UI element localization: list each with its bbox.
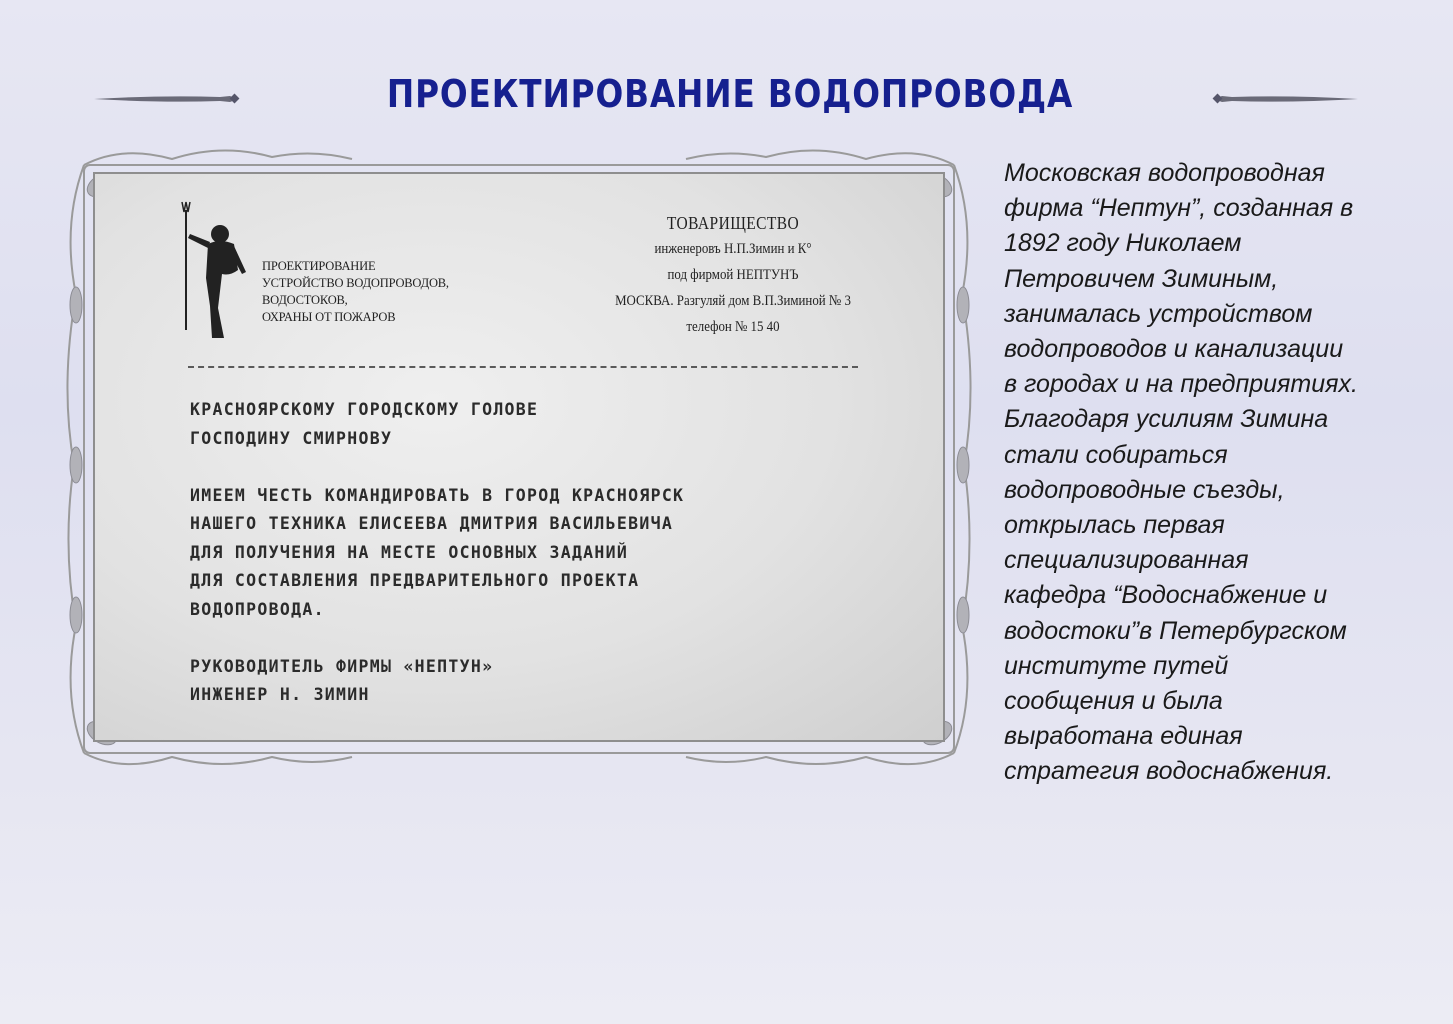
description-line: фирма “Нептун”, созданная в [1004, 194, 1354, 223]
company-address: МОСКВА. Разгуляй дом В.П.Зиминой № 3 [615, 293, 851, 309]
company-line: инженеровъ Н.П.Зимин и К° [654, 241, 812, 257]
addressee-line: КРАСНОЯРСКОМУ ГОРОДСКОМУ ГОЛОВЕ [190, 400, 539, 419]
letter-message [190, 482, 684, 625]
description-line: открылась первая [1004, 511, 1225, 540]
description-line: водостоки”в Петербургском [1004, 616, 1347, 645]
description-line: водопроводов и канализации [1004, 335, 1344, 364]
title-left-ornament [92, 88, 242, 110]
description-line: занималась устройством [1004, 299, 1313, 328]
title-right-ornament [1210, 88, 1360, 110]
description-line: сообщения и была [1004, 687, 1223, 716]
description-line: Благодаря усилиям Зимина [1004, 405, 1329, 434]
service-line: ПРОЕКТИРОВАНИЕ [262, 259, 376, 273]
service-line: ОХРАНЫ ОТ ПОЖАРОВ [262, 310, 396, 324]
company-line: под фирмой НЕПТУНЪ [667, 267, 799, 283]
description-line: кафедра “Водоснабжение и [1004, 581, 1328, 610]
description-line: Московская водопроводная [1004, 159, 1325, 187]
message-line: ВОДОПРОВОДА. [190, 599, 325, 619]
description-line: выработана единая [1004, 722, 1243, 751]
neptune-logo [178, 198, 258, 343]
message-line: НАШЕГО ТЕХНИКА ЕЛИСЕЕВА ДМИТРИЯ ВАСИЛЬЕВИЧА [190, 514, 674, 533]
description-line: 1892 году Николаем [1004, 229, 1242, 258]
description-line: стратегия водоснабжения. [1004, 757, 1334, 786]
description-text [1004, 156, 1444, 790]
company-phone: телефон № 15 40 [686, 319, 780, 335]
letter-addressee [190, 396, 684, 453]
message-line: ДЛЯ ПОЛУЧЕНИЯ НА МЕСТЕ ОСНОВНЫХ ЗАДАНИЙ [190, 542, 629, 562]
description-line: водопроводные съезды, [1004, 475, 1285, 504]
letterhead-services [262, 258, 449, 326]
letter-body [190, 396, 684, 738]
description-line: стали собираться [1004, 440, 1228, 469]
letterhead-company [600, 210, 867, 340]
message-line: ДЛЯ СОСТАВЛЕНИЯ ПРЕДВАРИТЕЛЬНОГО ПРОЕКТА [190, 571, 640, 590]
company-name: ТОВАРИЩЕСТВО [666, 213, 800, 233]
description-line: институте путей [1004, 651, 1229, 680]
description-line: специализированная [1004, 546, 1249, 575]
letter-signature [190, 653, 684, 710]
slide-title: ПРОЕКТИРОВАНИЕ ВОДОПРОВОДА [386, 72, 1074, 116]
service-line: ВОДОСТОКОВ, [262, 293, 348, 307]
addressee-line: ГОСПОДИНУ СМИРНОВУ [190, 428, 393, 448]
message-line: ИМЕЕМ ЧЕСТЬ КОМАНДИРОВАТЬ В ГОРОД КРАСНОЯРСК [190, 485, 685, 505]
letterhead-divider [188, 366, 858, 368]
description-line: Петровичем Зиминым, [1004, 264, 1279, 293]
description-line: в городах и на предприятиях. [1004, 370, 1358, 399]
signature-line: ИНЖЕНЕР Н. ЗИМИН [190, 685, 370, 704]
signature-line: РУКОВОДИТЕЛЬ ФИРМЫ «НЕПТУН» [190, 656, 494, 676]
service-line: УСТРОЙСТВО ВОДОПРОВОДОВ, [262, 276, 449, 290]
